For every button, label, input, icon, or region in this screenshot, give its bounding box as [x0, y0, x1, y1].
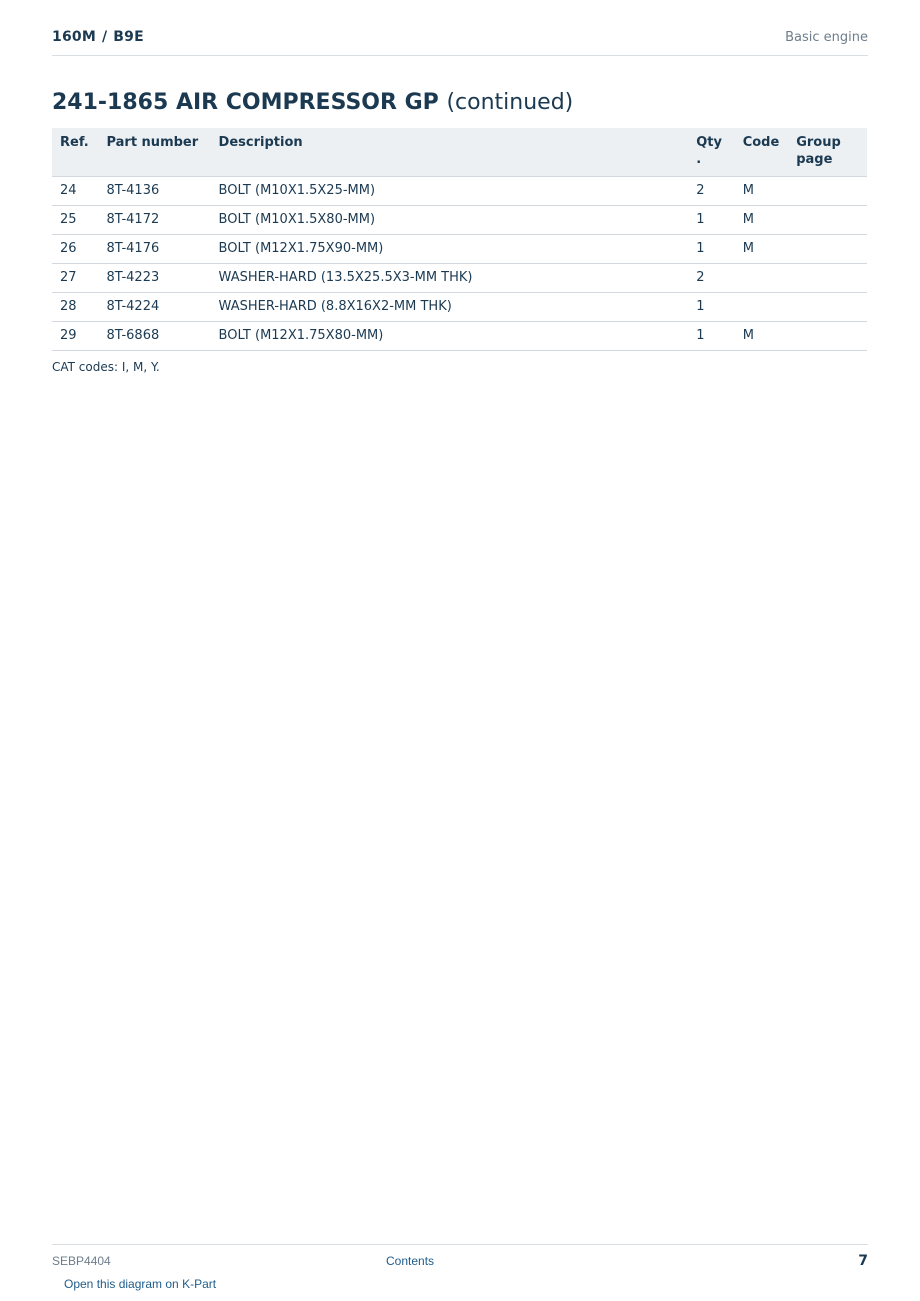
- table-row: [52, 322, 867, 351]
- qty-cell: 1: [688, 322, 734, 351]
- page-title-main: 241-1865 AIR COMPRESSOR GP: [52, 90, 439, 115]
- table-row: [52, 206, 867, 235]
- group-page-cell: [788, 322, 867, 351]
- ref-cell: 29: [52, 322, 98, 351]
- description-cell: BOLT (M12X1.75X80-MM): [211, 322, 689, 351]
- ref-cell: 27: [52, 264, 98, 293]
- page-title-suffix: (continued): [446, 90, 574, 115]
- group-page-cell: [788, 177, 867, 206]
- qty-cell: 2: [688, 177, 734, 206]
- contents-link[interactable]: Contents: [386, 1254, 435, 1268]
- part-number-cell: 8T-4224: [98, 293, 210, 322]
- part-number-cell: 8T-4172: [98, 206, 210, 235]
- column-header-group-line2: page: [796, 152, 833, 167]
- column-header-part-number: Part number: [98, 128, 210, 177]
- section-label: Basic engine: [785, 30, 868, 45]
- description-cell: WASHER-HARD (8.8X16X2-MM THK): [211, 293, 689, 322]
- description-cell: BOLT (M10X1.5X80-MM): [211, 206, 689, 235]
- page-footer: [52, 1244, 868, 1301]
- column-header-qty: [688, 128, 734, 177]
- column-header-description: Description: [211, 128, 689, 177]
- description-cell: BOLT (M12X1.75X90-MM): [211, 235, 689, 264]
- part-number-cell: 8T-4136: [98, 177, 210, 206]
- breadcrumb: [52, 29, 144, 45]
- group-page-cell: [788, 206, 867, 235]
- code-cell: M: [735, 177, 789, 206]
- group-page-cell: [788, 235, 867, 264]
- ref-cell: 25: [52, 206, 98, 235]
- ref-cell: 26: [52, 235, 98, 264]
- table-row: [52, 177, 867, 206]
- group-page-cell: [788, 264, 867, 293]
- breadcrumb-separator: /: [101, 29, 108, 45]
- page-number: 7: [858, 1253, 868, 1269]
- part-number-cell: 8T-4176: [98, 235, 210, 264]
- part-number-cell: 8T-4223: [98, 264, 210, 293]
- ref-cell: 24: [52, 177, 98, 206]
- table-row: [52, 264, 867, 293]
- page-title: [52, 88, 573, 118]
- model-label: 160M: [52, 29, 96, 45]
- code-cell: [735, 293, 789, 322]
- group-page-cell: [788, 293, 867, 322]
- open-in-kpart-link[interactable]: Open this diagram on K-Part: [64, 1277, 217, 1291]
- cat-codes-note: CAT codes: I, M, Y.: [52, 360, 160, 374]
- qty-cell: 1: [688, 206, 734, 235]
- header-row: [52, 128, 867, 177]
- description-cell: WASHER-HARD (13.5X25.5X3-MM THK): [211, 264, 689, 293]
- parts-table: [52, 128, 867, 351]
- serial-prefix-label: B9E: [113, 29, 144, 45]
- column-header-group-line1: Group: [796, 135, 841, 150]
- column-header-code: Code: [735, 128, 789, 177]
- qty-cell: 1: [688, 293, 734, 322]
- column-header-qty-line2: .: [696, 152, 702, 167]
- parts-table-header: [52, 128, 867, 177]
- column-header-group-page: [788, 128, 867, 177]
- code-cell: M: [735, 206, 789, 235]
- code-cell: M: [735, 322, 789, 351]
- ref-cell: 28: [52, 293, 98, 322]
- column-header-ref: Ref.: [52, 128, 98, 177]
- page-header: [52, 27, 868, 56]
- parts-table-body: [52, 177, 867, 351]
- table-row: [52, 235, 867, 264]
- part-number-cell: 8T-6868: [98, 322, 210, 351]
- description-cell: BOLT (M10X1.5X25-MM): [211, 177, 689, 206]
- code-cell: [735, 264, 789, 293]
- document-number: SEBP4404: [52, 1254, 111, 1268]
- table-row: [52, 293, 867, 322]
- code-cell: M: [735, 235, 789, 264]
- column-header-qty-line1: Qty: [696, 135, 722, 150]
- qty-cell: 2: [688, 264, 734, 293]
- qty-cell: 1: [688, 235, 734, 264]
